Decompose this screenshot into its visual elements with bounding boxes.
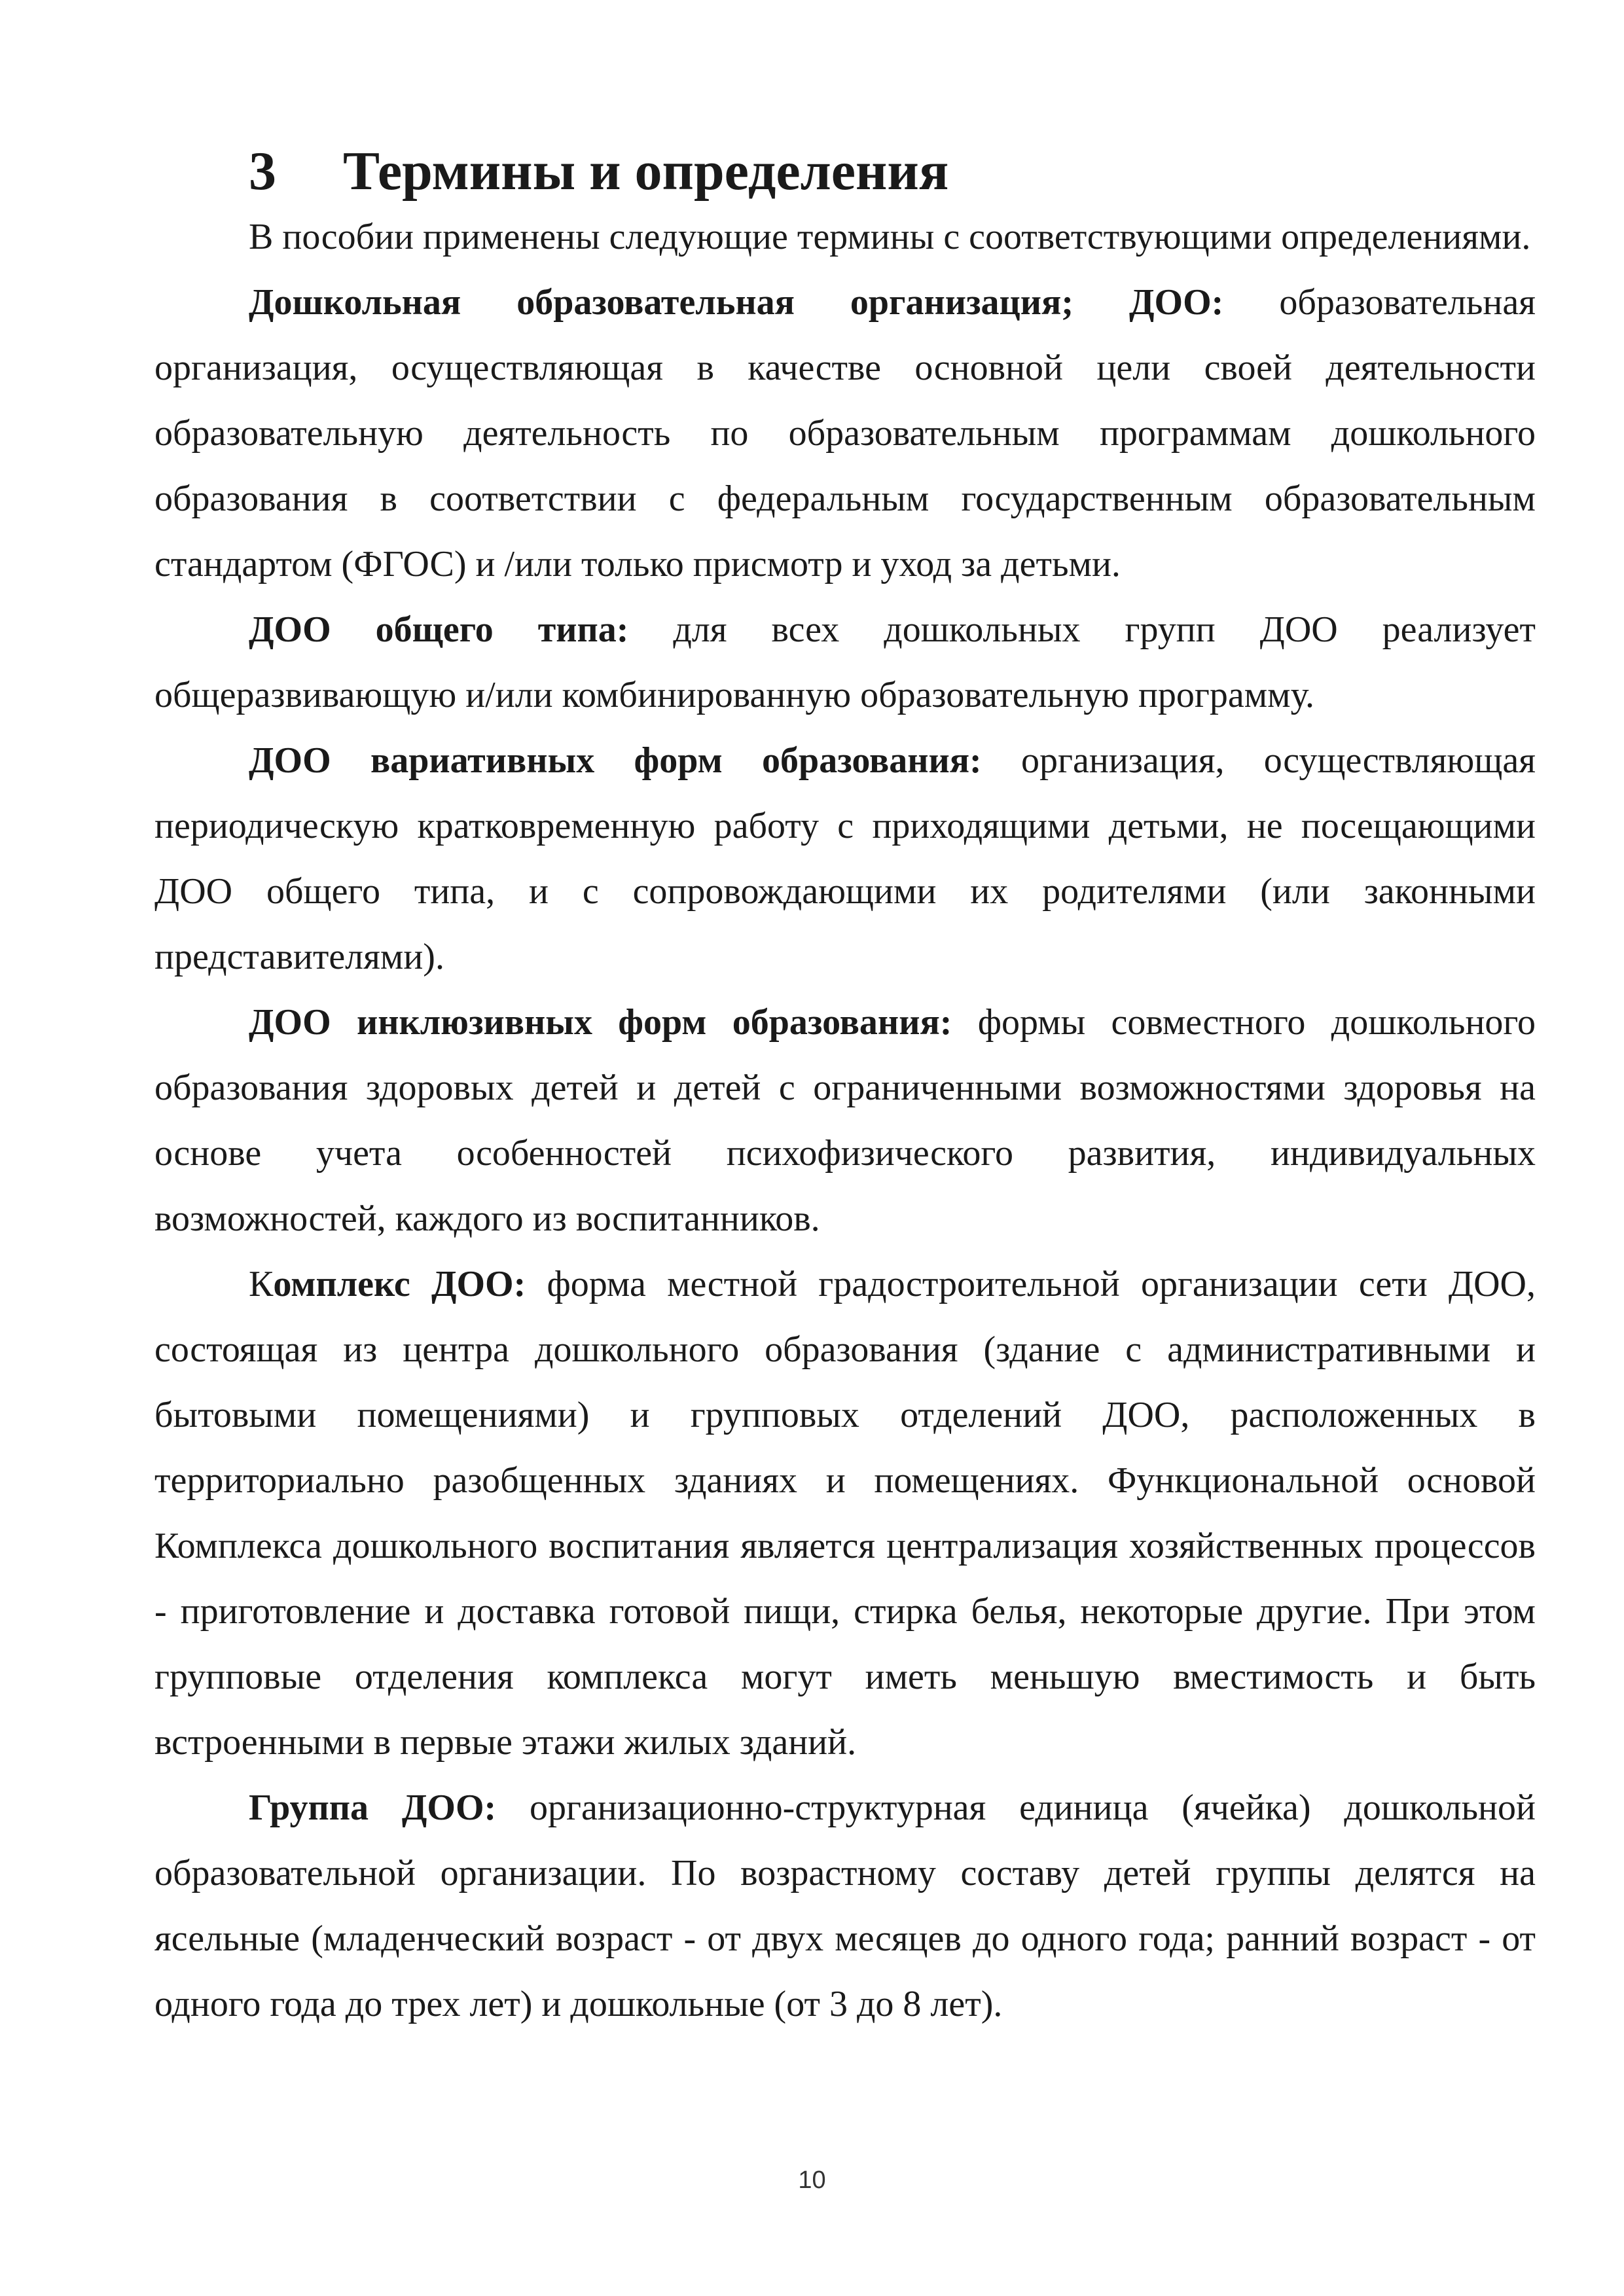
term-general-type: ДОО общего типа: xyxy=(249,609,629,650)
definition-complex: форма местной градостроительной организации сети ДОО, состоящая из центра дошкольного образования (здание с административными и бытовыми помещениями) и групповых отделений ДОО, расположенных в территориально разобщенных зданиях и помещениях. Функциональной основой Комплекса дошкольного воспитания является централизация хозяйственных процессов - приготовление и доставка готовой пищи, стирка белья, некоторые другие. При этом групповые отделения комплекса могут иметь меньшую вместимость и быть встроенными в первые этажи жилых зданий. xyxy=(154,1264,1536,1763)
term-complex: омплекс ДОО: xyxy=(273,1264,526,1304)
section-heading xyxy=(154,139,1536,204)
term-complex-prefix: К xyxy=(249,1264,274,1304)
definition-general-type: для всех дошкольных групп ДОО реализует общеразвивающую и/или комбинированную образовательную программу. xyxy=(154,609,1536,715)
term-inclusive-forms: ДОО инклюзивных форм образования: xyxy=(249,1002,952,1043)
term-paragraph-variative-forms xyxy=(154,728,1536,990)
term-group: Группа ДОО: xyxy=(249,1787,497,1828)
definition-preschool-organization: образовательная организация, осуществляющая в качестве основной цели своей деятельности образовательную деятельность по образовательным программам дошкольного образования в соответствии с федеральным государственным образовательным стандартом (ФГОС) и /или только присмотр и уход за детьми. xyxy=(154,282,1536,584)
term-variative-forms: ДОО вариативных форм образования: xyxy=(249,740,982,781)
definition-inclusive-forms: формы совместного дошкольного образования здоровых детей и детей с ограниченными возможностями здоровья на основе учета особенностей психофизического развития, индивидуальных возможностей, каждого из воспитанников. xyxy=(154,1002,1536,1239)
page-number: 10 xyxy=(798,2166,826,2194)
definition-variative-forms: организация, осуществляющая периодическую кратковременную работу с приходящими детьми, не посещающими ДОО общего типа, и с сопровождающими их родителями (или законными представителями). xyxy=(154,740,1536,977)
section-title: Термины и определения xyxy=(343,141,949,202)
term-paragraph-group xyxy=(154,1775,1536,2037)
term-paragraph-general-type xyxy=(154,597,1536,728)
definition-group: организационно-структурная единица (ячейка) дошкольной образовательной организации. По возрастному составу детей группы делятся на ясельные (младенческий возраст - от двух месяцев до одного года; ранний возраст - от одного года до трех лет) и дошкольные (от 3 до 8 лет). xyxy=(154,1787,1536,2024)
term-paragraph-preschool-organization xyxy=(154,270,1536,597)
term-paragraph-inclusive-forms xyxy=(154,990,1536,1251)
section-number: 3 xyxy=(249,141,276,202)
term-preschool-organization: Дошкольная образовательная организация; ДОО: xyxy=(249,282,1224,323)
term-paragraph-complex xyxy=(154,1251,1536,1775)
page-content xyxy=(154,139,1536,2037)
intro-paragraph: В пособии применены следующие термины с соответствующими определениями. xyxy=(249,217,1531,257)
